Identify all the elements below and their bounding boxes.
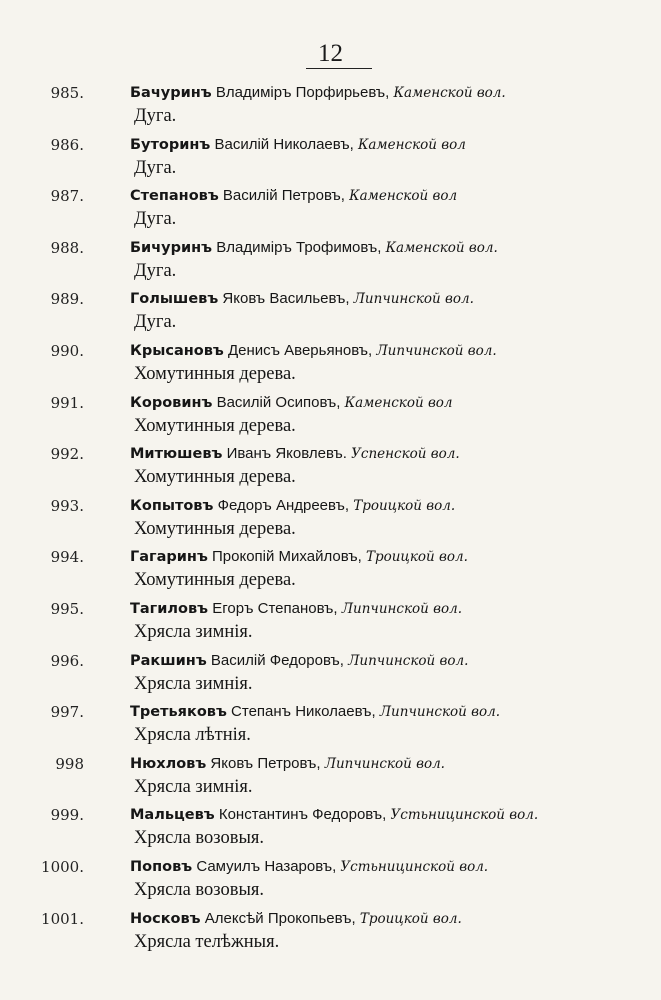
entry-number: 998 bbox=[55, 754, 84, 773]
entry-volost: Каменской вол bbox=[349, 188, 458, 205]
entry-names: Егоръ Степановъ, bbox=[212, 599, 338, 617]
entry-volost: Липчинской вол. bbox=[353, 291, 474, 308]
entry-item: Дуга. bbox=[134, 209, 177, 230]
list-item bbox=[0, 493, 661, 545]
entry-surname: Буторинъ bbox=[130, 136, 211, 153]
entry-number: 994. bbox=[50, 548, 84, 567]
entry-volost: Каменской вол bbox=[344, 394, 453, 411]
entry-surname: Степановъ bbox=[130, 188, 219, 205]
entry-item: Хомутинныя дерева. bbox=[134, 467, 296, 488]
entry-names: Константинъ Федоровъ, bbox=[218, 806, 387, 824]
entry-number: 992. bbox=[50, 445, 84, 464]
entry-number: 997. bbox=[50, 703, 84, 722]
page-number-underline bbox=[306, 68, 372, 69]
list-item bbox=[0, 802, 661, 854]
entry-surname: Носковъ bbox=[130, 910, 201, 927]
list-item bbox=[0, 544, 661, 596]
entry-item: Хрясла лѣтнія. bbox=[134, 725, 251, 746]
entry-item: Дуга. bbox=[134, 312, 177, 333]
entry-names: Иванъ Яковлевъ. bbox=[226, 445, 347, 463]
entry-names: Василій Петровъ, bbox=[222, 187, 345, 205]
entry-names: Самуилъ Назаровъ, bbox=[196, 857, 337, 875]
entry-volost: Устьницинской вол. bbox=[390, 807, 539, 824]
entry-item: Хомутинныя дерева. bbox=[134, 518, 296, 539]
entry-surname: Митюшевъ bbox=[130, 446, 223, 463]
list-item bbox=[0, 441, 661, 493]
entry-volost: Устьницинской вол. bbox=[340, 858, 489, 875]
entry-item: Хрясла зимнія. bbox=[134, 776, 253, 797]
entry-item: Дуга. bbox=[134, 106, 177, 126]
list-item bbox=[0, 286, 661, 338]
entry-volost: Каменской вол. bbox=[385, 239, 498, 256]
list-item bbox=[0, 699, 661, 751]
entry-item: Хомутинныя дерева. bbox=[134, 363, 296, 384]
entry-volost: Липчинской вол. bbox=[324, 755, 445, 772]
entry-surname: Бичуринъ bbox=[130, 239, 213, 256]
entry-names: Прокопій Михайловъ, bbox=[212, 548, 362, 566]
entry-volost: Каменской вол. bbox=[393, 85, 506, 101]
entry-volost: Успенской вол. bbox=[351, 446, 460, 463]
entry-number: 999. bbox=[50, 806, 84, 825]
entry-surname: Голышевъ bbox=[130, 291, 219, 308]
entry-item: Хрясла телѣжныя. bbox=[134, 931, 280, 952]
entry-number: 1000. bbox=[41, 857, 84, 876]
entry-volost: Троицкой вол. bbox=[353, 497, 456, 514]
entry-volost: Троицкой вол. bbox=[365, 549, 468, 566]
list-item bbox=[0, 854, 661, 906]
list-item bbox=[0, 183, 661, 235]
list-item bbox=[0, 648, 661, 700]
entry-names: Яковъ Васильевъ, bbox=[222, 290, 350, 308]
entry-number: 989. bbox=[50, 290, 84, 309]
entry-surname: Поповъ bbox=[130, 858, 193, 875]
entry-item: Дуга. bbox=[134, 157, 177, 178]
entry-names: Яковъ Петровъ, bbox=[210, 754, 321, 772]
entry-surname: Третьяковъ bbox=[130, 704, 227, 721]
entry-surname: Гагаринъ bbox=[130, 549, 208, 566]
entry-number: 990. bbox=[50, 341, 84, 360]
entry-item: Хомутинныя дерева. bbox=[134, 415, 296, 436]
list-item bbox=[0, 80, 661, 132]
list-item bbox=[0, 235, 661, 287]
entry-item: Хрясла возовыя. bbox=[134, 879, 265, 900]
entry-number: 995. bbox=[50, 599, 84, 618]
entry-number: 985. bbox=[50, 84, 84, 102]
entry-number: 988. bbox=[50, 238, 84, 257]
entry-number: 1001. bbox=[41, 909, 84, 928]
list-item bbox=[0, 338, 661, 390]
entry-list bbox=[0, 80, 661, 957]
list-item bbox=[0, 390, 661, 442]
entry-item: Хрясла зимнія. bbox=[134, 621, 253, 642]
entry-surname: Крысановъ bbox=[130, 342, 224, 359]
entry-number: 993. bbox=[50, 496, 84, 515]
entry-names: Владиміръ Порфирьевъ, bbox=[215, 84, 390, 101]
entry-item: Дуга. bbox=[134, 260, 177, 281]
entry-names: Владиміръ Трофимовъ, bbox=[216, 238, 382, 256]
list-item bbox=[0, 132, 661, 184]
page-number: 12 bbox=[318, 40, 343, 67]
entry-surname: Тагиловъ bbox=[130, 600, 209, 617]
entry-names: Василій Федоровъ, bbox=[210, 651, 344, 669]
entry-number: 991. bbox=[50, 393, 84, 412]
entry-number: 987. bbox=[50, 187, 84, 206]
entry-volost: Липчинской вол. bbox=[341, 600, 463, 617]
entry-item: Хрясла возовыя. bbox=[134, 828, 265, 849]
entry-number: 996. bbox=[50, 651, 84, 670]
list-item bbox=[0, 751, 661, 803]
entry-names: Василій Николаевъ, bbox=[214, 135, 354, 153]
entry-volost: Липчинской вол. bbox=[348, 652, 469, 669]
entry-surname: Бачуринъ bbox=[130, 85, 212, 101]
entry-volost: Каменской вол bbox=[357, 136, 466, 153]
entry-surname: Ракшинъ bbox=[130, 652, 207, 669]
entry-names: Степанъ Николаевъ, bbox=[231, 703, 376, 721]
entry-surname: Мальцевъ bbox=[130, 807, 215, 824]
entry-names: Алексѣй Прокопьевъ, bbox=[204, 909, 356, 927]
list-item bbox=[0, 906, 661, 958]
entry-volost: Липчинской вол. bbox=[379, 704, 501, 721]
entry-names: Федоръ Андреевъ, bbox=[217, 496, 350, 514]
entry-surname: Коровинъ bbox=[130, 394, 213, 411]
entry-number: 986. bbox=[50, 135, 84, 154]
list-item bbox=[0, 596, 661, 648]
entry-names: Василій Осиповъ, bbox=[216, 393, 341, 411]
entry-names: Денисъ Аверьяновъ, bbox=[227, 341, 373, 359]
entry-surname: Копытовъ bbox=[130, 497, 214, 514]
entry-surname: Нюхловъ bbox=[130, 755, 207, 772]
entry-item: Хрясла зимнія. bbox=[134, 673, 253, 694]
entry-volost: Липчинской вол. bbox=[376, 342, 497, 359]
entry-volost: Троицкой вол. bbox=[359, 910, 462, 927]
entry-item: Хомутинныя дерева. bbox=[134, 570, 296, 591]
